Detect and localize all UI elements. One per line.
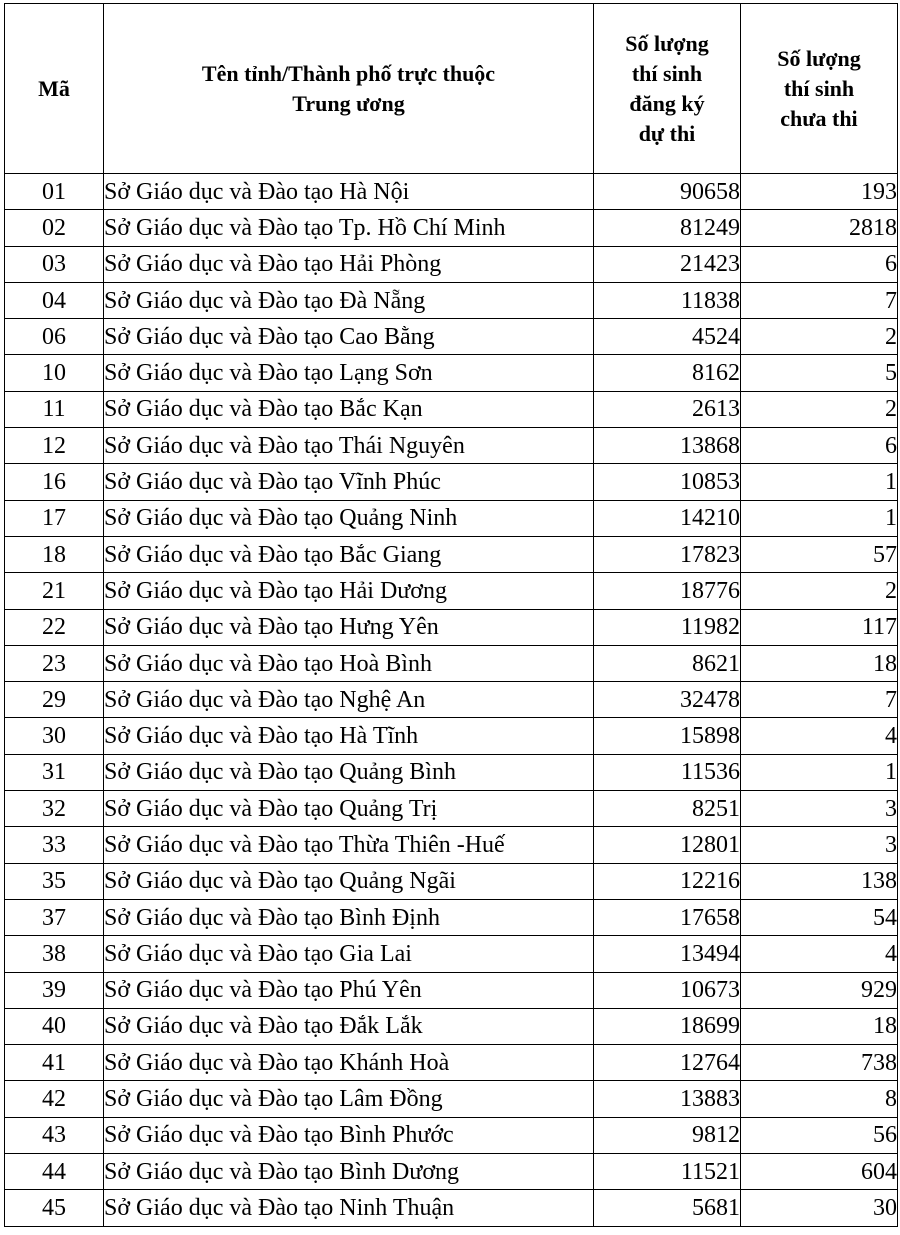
absent-count-cell: 18 — [741, 645, 898, 681]
registered-count-cell: 90658 — [594, 174, 741, 210]
registered-count-cell: 5681 — [594, 1190, 741, 1226]
province-name-cell: Sở Giáo dục và Đào tạo Tp. Hồ Chí Minh — [104, 210, 594, 246]
registered-count-cell: 12764 — [594, 1045, 741, 1081]
table-row — [5, 863, 898, 899]
registered-count-cell: 8162 — [594, 355, 741, 391]
code-cell: 45 — [5, 1190, 104, 1226]
table-row — [5, 536, 898, 572]
code-cell: 41 — [5, 1045, 104, 1081]
table-row — [5, 428, 898, 464]
table-row — [5, 718, 898, 754]
registered-count-cell: 81249 — [594, 210, 741, 246]
table-row — [5, 464, 898, 500]
province-name-cell: Sở Giáo dục và Đào tạo Hưng Yên — [104, 609, 594, 645]
registered-count-cell: 8251 — [594, 791, 741, 827]
code-cell: 42 — [5, 1081, 104, 1117]
code-cell: 43 — [5, 1117, 104, 1153]
province-name-cell: Sở Giáo dục và Đào tạo Bình Phước — [104, 1117, 594, 1153]
table-row — [5, 246, 898, 282]
registered-count-cell: 12801 — [594, 827, 741, 863]
registered-count-cell: 10673 — [594, 972, 741, 1008]
absent-count-cell: 3 — [741, 791, 898, 827]
header-registered-count: Số lượng thí sinh đăng ký dự thi — [594, 4, 741, 174]
table-row — [5, 391, 898, 427]
province-name-cell: Sở Giáo dục và Đào tạo Hà Nội — [104, 174, 594, 210]
absent-count-cell: 7 — [741, 282, 898, 318]
absent-count-cell: 2818 — [741, 210, 898, 246]
province-name-cell: Sở Giáo dục và Đào tạo Gia Lai — [104, 936, 594, 972]
code-cell: 37 — [5, 899, 104, 935]
code-cell: 12 — [5, 428, 104, 464]
code-cell: 04 — [5, 282, 104, 318]
registered-count-cell: 18776 — [594, 573, 741, 609]
absent-count-cell: 6 — [741, 246, 898, 282]
absent-count-cell: 7 — [741, 682, 898, 718]
province-name-cell: Sở Giáo dục và Đào tạo Thừa Thiên -Huế — [104, 827, 594, 863]
table-row — [5, 500, 898, 536]
table-row — [5, 1081, 898, 1117]
registered-count-cell: 18699 — [594, 1008, 741, 1044]
registered-count-cell: 9812 — [594, 1117, 741, 1153]
table-row — [5, 682, 898, 718]
absent-count-cell: 738 — [741, 1045, 898, 1081]
table-row — [5, 174, 898, 210]
registered-count-cell: 17658 — [594, 899, 741, 935]
absent-count-cell: 1 — [741, 754, 898, 790]
registered-count-cell: 11536 — [594, 754, 741, 790]
province-name-cell: Sở Giáo dục và Đào tạo Quảng Ngãi — [104, 863, 594, 899]
province-name-cell: Sở Giáo dục và Đào tạo Hải Phòng — [104, 246, 594, 282]
absent-count-cell: 1 — [741, 464, 898, 500]
province-name-cell: Sở Giáo dục và Đào tạo Phú Yên — [104, 972, 594, 1008]
code-cell: 21 — [5, 573, 104, 609]
registered-count-cell: 15898 — [594, 718, 741, 754]
table-row — [5, 573, 898, 609]
code-cell: 01 — [5, 174, 104, 210]
code-cell: 23 — [5, 645, 104, 681]
code-cell: 38 — [5, 936, 104, 972]
table-row — [5, 282, 898, 318]
absent-count-cell: 117 — [741, 609, 898, 645]
province-name-cell: Sở Giáo dục và Đào tạo Đắk Lắk — [104, 1008, 594, 1044]
province-name-cell: Sở Giáo dục và Đào tạo Quảng Trị — [104, 791, 594, 827]
absent-count-cell: 138 — [741, 863, 898, 899]
table-row — [5, 899, 898, 935]
absent-count-cell: 2 — [741, 573, 898, 609]
registered-count-cell: 10853 — [594, 464, 741, 500]
registered-count-cell: 2613 — [594, 391, 741, 427]
registered-count-cell: 21423 — [594, 246, 741, 282]
code-cell: 40 — [5, 1008, 104, 1044]
province-name-cell: Sở Giáo dục và Đào tạo Bình Định — [104, 899, 594, 935]
registered-count-cell: 13883 — [594, 1081, 741, 1117]
absent-count-cell: 57 — [741, 536, 898, 572]
registered-count-cell: 12216 — [594, 863, 741, 899]
table-row — [5, 1008, 898, 1044]
absent-count-cell: 1 — [741, 500, 898, 536]
code-cell: 33 — [5, 827, 104, 863]
absent-count-cell: 929 — [741, 972, 898, 1008]
absent-count-cell: 54 — [741, 899, 898, 935]
absent-count-cell: 56 — [741, 1117, 898, 1153]
table-row — [5, 827, 898, 863]
province-name-cell: Sở Giáo dục và Đào tạo Đà Nẵng — [104, 282, 594, 318]
table-row — [5, 1154, 898, 1190]
table-header — [5, 4, 898, 174]
registered-count-cell: 8621 — [594, 645, 741, 681]
code-cell: 29 — [5, 682, 104, 718]
province-name-cell: Sở Giáo dục và Đào tạo Bắc Kạn — [104, 391, 594, 427]
province-name-cell: Sở Giáo dục và Đào tạo Lâm Đồng — [104, 1081, 594, 1117]
absent-count-cell: 30 — [741, 1190, 898, 1226]
absent-count-cell: 5 — [741, 355, 898, 391]
absent-count-cell: 604 — [741, 1154, 898, 1190]
absent-count-cell: 3 — [741, 827, 898, 863]
province-name-cell: Sở Giáo dục và Đào tạo Thái Nguyên — [104, 428, 594, 464]
absent-count-cell: 18 — [741, 1008, 898, 1044]
registered-count-cell: 13868 — [594, 428, 741, 464]
province-name-cell: Sở Giáo dục và Đào tạo Quảng Ninh — [104, 500, 594, 536]
code-cell: 02 — [5, 210, 104, 246]
province-name-cell: Sở Giáo dục và Đào tạo Vĩnh Phúc — [104, 464, 594, 500]
code-cell: 03 — [5, 246, 104, 282]
province-name-cell: Sở Giáo dục và Đào tạo Lạng Sơn — [104, 355, 594, 391]
province-name-cell: Sở Giáo dục và Đào tạo Bình Dương — [104, 1154, 594, 1190]
province-name-cell: Sở Giáo dục và Đào tạo Ninh Thuận — [104, 1190, 594, 1226]
registered-count-cell: 11838 — [594, 282, 741, 318]
code-cell: 35 — [5, 863, 104, 899]
header-province-name: Tên tỉnh/Thành phố trực thuộc Trung ương — [104, 4, 594, 174]
absent-count-cell: 4 — [741, 718, 898, 754]
header-row — [5, 4, 898, 174]
province-name-cell: Sở Giáo dục và Đào tạo Cao Bằng — [104, 319, 594, 355]
header-absent-count: Số lượng thí sinh chưa thi — [741, 4, 898, 174]
province-name-cell: Sở Giáo dục và Đào tạo Bắc Giang — [104, 536, 594, 572]
table-row — [5, 1045, 898, 1081]
code-cell: 32 — [5, 791, 104, 827]
absent-count-cell: 2 — [741, 319, 898, 355]
header-code: Mã — [5, 4, 104, 174]
table-row — [5, 791, 898, 827]
code-cell: 17 — [5, 500, 104, 536]
candidates-table — [4, 3, 898, 1227]
code-cell: 30 — [5, 718, 104, 754]
province-name-cell: Sở Giáo dục và Đào tạo Hải Dương — [104, 573, 594, 609]
code-cell: 44 — [5, 1154, 104, 1190]
absent-count-cell: 4 — [741, 936, 898, 972]
province-name-cell: Sở Giáo dục và Đào tạo Quảng Bình — [104, 754, 594, 790]
absent-count-cell: 6 — [741, 428, 898, 464]
table-row — [5, 972, 898, 1008]
registered-count-cell: 14210 — [594, 500, 741, 536]
registered-count-cell: 17823 — [594, 536, 741, 572]
absent-count-cell: 8 — [741, 1081, 898, 1117]
province-name-cell: Sở Giáo dục và Đào tạo Nghệ An — [104, 682, 594, 718]
province-name-cell: Sở Giáo dục và Đào tạo Khánh Hoà — [104, 1045, 594, 1081]
table-row — [5, 355, 898, 391]
registered-count-cell: 4524 — [594, 319, 741, 355]
code-cell: 22 — [5, 609, 104, 645]
table-body — [5, 174, 898, 1227]
code-cell: 16 — [5, 464, 104, 500]
code-cell: 39 — [5, 972, 104, 1008]
registered-count-cell: 11521 — [594, 1154, 741, 1190]
table-row — [5, 210, 898, 246]
code-cell: 10 — [5, 355, 104, 391]
table-row — [5, 754, 898, 790]
registered-count-cell: 11982 — [594, 609, 741, 645]
table-row — [5, 609, 898, 645]
absent-count-cell: 193 — [741, 174, 898, 210]
code-cell: 11 — [5, 391, 104, 427]
province-name-cell: Sở Giáo dục và Đào tạo Hà Tĩnh — [104, 718, 594, 754]
table-row — [5, 319, 898, 355]
table-row — [5, 645, 898, 681]
table-row — [5, 936, 898, 972]
table-row — [5, 1190, 898, 1226]
table-row — [5, 1117, 898, 1153]
registered-count-cell: 13494 — [594, 936, 741, 972]
code-cell: 31 — [5, 754, 104, 790]
absent-count-cell: 2 — [741, 391, 898, 427]
province-name-cell: Sở Giáo dục và Đào tạo Hoà Bình — [104, 645, 594, 681]
code-cell: 18 — [5, 536, 104, 572]
code-cell: 06 — [5, 319, 104, 355]
registered-count-cell: 32478 — [594, 682, 741, 718]
